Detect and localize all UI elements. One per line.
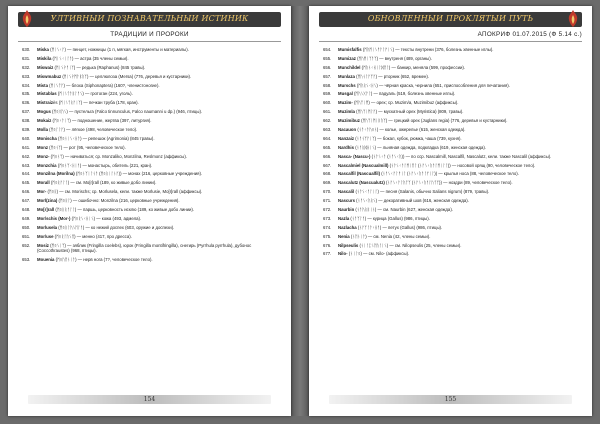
dictionary-entry	[22, 207, 279, 213]
entry-number: 651.	[22, 233, 31, 239]
entry-definition: (ᛗᛟᚱ) — см. Morischs; ср. Morlusela, кели. также Morlusie, Mo[r]rall (аффиксы).	[46, 189, 203, 195]
entry-headword: Nascalfil (Nascualfil)	[338, 171, 381, 177]
dictionary-entry	[22, 47, 279, 53]
entry-headword: Mumizaz	[338, 55, 356, 61]
book-spine	[291, 6, 309, 416]
entry-definition: (ᚾᛁᛚᛈᛊᛖᚢᛚᛁᛊ) — см. Nilopseulis (25, члены семьи).	[358, 242, 462, 248]
entry-headword: Monz-	[37, 153, 50, 159]
entry-number: 646.	[22, 189, 31, 195]
entry-definition: (ᚾᚨᚲᚨᚢᛟᚾ) — колье, ожерелье (615, женская одежда).	[356, 127, 466, 133]
entry-text	[37, 163, 279, 169]
entry-headword: Morl(zina)	[37, 198, 58, 204]
dictionary-entry	[323, 56, 580, 62]
entry-definition: (ᚾᚨᛉᛚᚨᚲᚺᚨ) — петух (Gallus) (986, птицы).	[356, 224, 443, 230]
dictionary-entry	[22, 216, 279, 222]
left-page-subtitle: ТРАДИЦИИ И ПРОРОКИ	[18, 31, 281, 42]
entry-number: 664.	[323, 135, 332, 141]
left-header-title: УЛТИВНЫЙ ПОЗНАВАТЕЛЬНЫЙ ИСТИНИК	[50, 14, 249, 23]
entry-definition: (ᛗᛟᚲᚨᛁᛉ) — подношение, жертва (397, литургия).	[51, 118, 152, 124]
left-page	[8, 6, 291, 416]
entry-number: 650.	[22, 224, 31, 230]
dictionary-entry	[22, 91, 279, 97]
entry-definition: (ᛗᚢᛗᛁᛊᚠᚨᛚᚠᛁᛊ) — тексты внутрени (376, болезнь хвенные иглы).	[361, 47, 494, 52]
entry-text	[338, 243, 580, 249]
entry-definition: (ᛗᛟᚾᛉᛁᛚᚾᚨ (ᛗᛟᚱᛁᛚᚾᚨ)) — монах (216, церковные учреждения).	[74, 171, 203, 177]
entry-number: 652.	[22, 242, 31, 248]
entry-definition: (ᛗᛁᛊᚹᛗᚨᛒᚢᛉ) — целлюлоза (Mersa) (776, деревья и кустарники).	[61, 73, 192, 79]
entry-number: 639.	[22, 127, 31, 133]
entry-definition: (ᛗᚢᛉᛁᛗ) — орех; ср. Muzim/a, Muzimibuz (аффиксы).	[352, 100, 459, 106]
entry-text	[37, 65, 279, 71]
entry-number: 653.	[22, 257, 31, 263]
entry-definition: (ᚾᚨᛊᚲᚨᛚᛗᛁᛖᛚ (ᚾᚨᛊᚲᚢᚨᛚᛗᛁᛚᛚ)) — носовой хрящ (90, человеческое тело).	[388, 162, 536, 168]
dictionary-entry	[22, 56, 279, 62]
entry-headword: Nazla	[338, 215, 350, 221]
entry-text	[37, 216, 279, 222]
entry-number: 645.	[22, 180, 31, 186]
dictionary-entry	[323, 207, 580, 213]
entry-text	[37, 198, 279, 204]
entry-text	[338, 100, 580, 106]
entry-headword: Miswmabuz	[37, 73, 62, 79]
entry-text	[338, 189, 580, 195]
entry-headword: Nascalmiel (Nascualmill)	[338, 162, 389, 168]
entry-definition: (ᛗᛟᚾᛁᛊᚲᚺᚨ) — репешок (Agrimonia) (845 травы).	[56, 135, 155, 141]
entry-headword: Morlusela	[37, 224, 58, 230]
entry-headword: Mo[r]rall	[37, 207, 55, 213]
entry-number: 660.	[323, 100, 332, 106]
entry-text	[338, 56, 580, 62]
dictionary-entry	[323, 180, 580, 186]
entry-text	[338, 163, 580, 169]
entry-text	[338, 171, 580, 177]
entry-number: 658.	[323, 82, 332, 88]
dictionary-entry	[22, 234, 279, 240]
right-page-header	[319, 12, 582, 27]
entry-text	[338, 251, 580, 257]
entry-headword: Monischa	[37, 135, 57, 141]
entry-definition: (ᛗᛁᛊᛏᚨᛒᛚᚨᛊ) — гротоган (224, уголь).	[56, 91, 133, 97]
dictionary-entry	[323, 163, 580, 169]
entry-number: 635.	[22, 91, 31, 97]
entry-text	[338, 145, 580, 151]
entry-text	[37, 56, 279, 62]
entry-number: 647.	[22, 198, 31, 204]
entry-text	[37, 83, 279, 89]
entry-definition: (ᛗᛟᚱᛚ) — ошибочно: Monzilna (216, церковные учреждения).	[57, 198, 180, 204]
entry-number: 669.	[323, 180, 332, 186]
entry-number: 675.	[323, 233, 332, 239]
entry-definition: (ᛗᛟᚱᚨᛚᛚ) — см. Mo[r]rall (189, ко живые добо линии).	[49, 180, 157, 186]
right-page-footer	[329, 395, 572, 404]
left-page-header	[18, 12, 281, 27]
entry-headword: Nilpseulis	[338, 242, 359, 248]
entry-number: 676.	[323, 242, 332, 248]
entry-number: 668.	[323, 171, 332, 177]
dictionary-entry	[22, 154, 279, 160]
entry-headword: Nasca- (Nascu-)	[338, 153, 371, 159]
entry-headword: Munchildel	[338, 64, 361, 70]
dictionary-entry	[22, 74, 279, 80]
dictionary-entry	[323, 251, 580, 257]
entry-text	[37, 171, 279, 177]
entry-number: 648.	[22, 207, 31, 213]
entry-definition: (ᛗᛁᛊᚹᚨᛁᛉ) — редька (Raphanus) (845 травы).	[53, 64, 146, 70]
entry-number: 659.	[323, 91, 332, 97]
entry-headword: Morall	[37, 180, 50, 186]
entry-headword: Nazlacha	[338, 224, 357, 230]
entry-number: 649.	[22, 215, 31, 221]
entry-headword: Mor-	[37, 189, 47, 195]
entry-definition: (ᛗᛟᚱᛊᚲᚺᛁᛊ) — кожа (493, адмела).	[70, 215, 142, 221]
entry-headword: Mogus	[37, 109, 51, 115]
entry-text	[338, 216, 580, 222]
entry-number: 644.	[22, 171, 31, 177]
entry-number: 661.	[323, 109, 332, 115]
dictionary-entry	[323, 91, 580, 97]
entry-definition: (ᛗᛟᚷᚢᛊ) — пустельга (Falco tinnunculus, Falco naumanni u dp.) (946, птицы).	[50, 109, 203, 115]
entry-definition: (ᛗᛟᚱᚱᚨᛚᛚ) — паршь, церковность исклю (189, ко живые добо линии).	[54, 207, 195, 213]
entry-text	[37, 127, 279, 133]
entry-headword: Muzimla	[338, 109, 355, 115]
entry-headword: Murschs	[338, 82, 356, 88]
entry-number: 633.	[22, 73, 31, 79]
right-page-subtitle: АПОКРИФ 01.07.2015 (Ф 5.14 с.)	[319, 31, 582, 42]
entry-number: 657.	[323, 73, 332, 79]
entry-headword: Miswaiz	[37, 64, 54, 70]
entry-text	[37, 234, 279, 240]
entry-definition: (ᛗᚢᛗᛁᛉᚨᛉ) — внутреня (489, органы).	[355, 55, 432, 61]
entry-definition: (ᛗᚢᚾᛚᚨᛉᚨ) — рторник (652, времен).	[354, 73, 429, 79]
left-page-number: 154	[143, 396, 156, 403]
entry-number: 643.	[22, 162, 31, 168]
entry-text	[338, 127, 580, 133]
dictionary-entry	[323, 109, 580, 115]
dictionary-entry	[22, 100, 279, 106]
dictionary-entry	[22, 65, 279, 71]
dictionary-entry	[22, 136, 279, 142]
entry-number: 656.	[323, 64, 332, 70]
dictionary-entry	[323, 189, 580, 195]
entry-definition: (ᛗᛁᛊᛏᚨ) — блоха (Siphonaptera) (160?, членистоногие).	[47, 82, 160, 88]
entry-headword: Munlaza	[338, 73, 355, 79]
entry-definition: (ᛗᚢᚱᛊᚲᚺᛊ) — чёрная краска, чернила (651, приспособления для печатания).	[355, 82, 510, 88]
entry-headword: Nardhis	[338, 144, 354, 150]
dictionary-entry	[22, 171, 279, 177]
entry-headword: Mor/use	[37, 233, 54, 239]
entry-definition: (ᛗᛟᚱᛚᚢᛊᛖ) — менно (417, про дресса).	[53, 233, 132, 239]
entry-number: 655.	[323, 55, 332, 61]
entry-definition: (ᛗᚢᛊᚷᚨᛚ) — падуаль (519, болезнь хвенные иглы).	[352, 91, 456, 97]
dictionary-entry	[22, 243, 279, 254]
dictionary-entry	[323, 127, 580, 133]
entry-text	[338, 91, 580, 97]
entry-number: 632.	[22, 64, 31, 70]
entry-headword: Mosiz	[37, 242, 49, 248]
entry-headword: Mistraiz	[37, 100, 53, 106]
entry-definition: (ᛗᛁᛊᚲᚨ) — пенцет, ножницы (1 п, мягкая, инструменты и материалы).	[48, 47, 189, 52]
entry-number: 666.	[323, 153, 332, 159]
dictionary-entry	[22, 118, 279, 124]
entry-definition: (ᚾᚨᛊᚲᚨᛚᚠᛁᛚ (ᚾᚨᛊᚲᚢᚨᛚᚠᛁᛚ)) — крылья носа (88, человеческое тело).	[380, 171, 519, 177]
entry-definition: (ᛗᛟᛊᛁᛉ) — зяблик (Fringilla coelebs), юрок (Fringilla montifringilla), снегирь (Pyrrhula pyrrhula), дубонос (Coccothraustes) (968, птицы).	[37, 242, 252, 254]
dictionary-entry	[323, 216, 580, 222]
dictionary-entry	[22, 163, 279, 169]
entry-definition: ès (ᛗᛁᛊᛏᚱᚨᛁᛉ) — печкан труба (178, кран).	[53, 100, 139, 106]
entry-number: 637.	[22, 109, 31, 115]
entry-definition: (ᚾᚨᛊᚲᚨᛚᛁᛚ) — песня (Salanis, обычно Salians nigrum) (879, травы).	[354, 189, 490, 195]
dictionary-entry	[323, 136, 580, 142]
dictionary-entry	[22, 198, 279, 204]
entry-definition: (ᛗᛟᚱᛚᚢᛊᛖᛚᚨ) — ко нежий доспех (603, оружие и доспехи).	[57, 224, 175, 230]
entry-number: 642.	[22, 153, 31, 159]
entry-headword: Nilo-	[338, 251, 348, 257]
entry-headword: Muzimibuz	[338, 118, 360, 124]
entry-headword: Monzchia	[37, 162, 57, 168]
entry-text	[37, 118, 279, 124]
entry-definition: (ᚾᚨᛊᚲᚢᚱᛊ) — декоративный шов (616, женская одежда).	[354, 198, 469, 204]
entry-headword: Mista	[37, 82, 48, 88]
entry-text	[37, 100, 279, 106]
entry-definition: (ᚾᚨᛊᚲᚨ (ᚾᚨᛊᚲᚢ)) — по сср. Nascalmill, Nascalfil, Nascalutz, кели. также Nascalil (аффиксы).	[370, 153, 552, 159]
entry-number: 665.	[323, 144, 332, 150]
entry-text	[338, 65, 580, 71]
entry-number: 630.	[22, 47, 31, 52]
entry-number: 640.	[22, 135, 31, 141]
entry-headword: Miska	[37, 47, 49, 52]
dictionary-entry	[323, 198, 580, 204]
entry-text	[37, 225, 279, 231]
entry-text	[338, 136, 580, 142]
entry-headword: Nascurs	[338, 198, 355, 204]
dictionary-entry	[323, 118, 580, 124]
dictionary-entry	[323, 100, 580, 106]
entry-number: 662.	[323, 118, 332, 124]
entry-definition: (ᛗᛟᚾᛉ) — начиваться; ср. Monzaliko, Monzilna, Reslmonz (аффиксы).	[49, 153, 187, 159]
entry-definition: (ᚾᚨᚱᛞᚺᛁᛊ) — льняная одежда, подкладка (619, женская одежда).	[354, 144, 487, 150]
entry-number: 631.	[22, 55, 31, 61]
entry-number: 674.	[323, 224, 332, 230]
entry-text	[37, 189, 279, 195]
entry-definition: (ᛗᛟᚾᛉᚲᚺᛁᚨ) — монастырь, обитель (221, кран).	[56, 162, 153, 168]
dictionary-entry	[323, 47, 580, 53]
entry-headword: Naurbin	[338, 207, 355, 213]
dictionary-entry	[22, 145, 279, 151]
dictionary-entry	[323, 154, 580, 160]
dictionary-entry	[323, 171, 580, 177]
entry-definition: (ᚾᚨᛊᚲᚨᛚᚢᛏᛉ (ᚾᚨᛊᚲᚢᚨᛚᚢᛏᛉ)) — ноздри (89, человеческое тело).	[384, 180, 513, 186]
left-page-footer	[28, 395, 271, 404]
dictionary-entry	[323, 83, 580, 89]
dictionary-entry	[323, 145, 580, 151]
entry-text	[338, 154, 580, 160]
entry-number: 670.	[323, 189, 332, 195]
entry-definition: (ᚾᚨᚢᚱᛒᛁᚾ) — см. Naurbin (627, женская одежда).	[354, 207, 453, 213]
entry-definition: (ᚾᚨᚾᛉᚨᛁᛉ) — бокал, кубок, рюмка, чаша (739, кухня).	[354, 135, 462, 141]
entry-text	[37, 154, 279, 160]
dictionary-entry	[22, 83, 279, 89]
entry-headword: Musgal	[338, 91, 353, 97]
entry-text	[338, 74, 580, 80]
entry-headword: Monz	[37, 144, 48, 150]
entry-text	[338, 180, 580, 186]
entry-text	[338, 198, 580, 204]
entry-headword: Nenia	[338, 233, 350, 239]
entry-headword: Mistablas	[37, 91, 57, 97]
entry-number: 634.	[22, 82, 31, 88]
entry-text	[37, 207, 279, 213]
entry-headword: Mor/schis (Mor-)	[37, 215, 71, 221]
entry-number: 677.	[323, 251, 332, 257]
entry-text	[338, 207, 580, 213]
dictionary-entry	[323, 234, 580, 240]
entry-headword: Mumisfalfis	[338, 47, 362, 52]
dictionary-entry	[22, 257, 279, 263]
entry-headword: Mokaiz	[37, 118, 52, 124]
dictionary-entry	[323, 225, 580, 231]
entry-definition: (ᛗᛟᚾᛉ) — рот (95, человеческое тело).	[47, 144, 126, 150]
entry-text	[37, 136, 279, 142]
entry-definition: (ᛗᛁᛊᚲᛁᛚᚨ) — астра (35 члены семьи).	[51, 55, 129, 61]
dictionary-entry	[323, 243, 580, 249]
entry-definition: (ᛗᛟᚢᛖᚾᛁᚨ) — нерв нога (7?, человеческое тело).	[54, 257, 153, 263]
entry-definition: (ᛗᛟᛚᛚᚨ) — лёгкое (498, человеческое тело).	[47, 127, 138, 133]
entry-headword: Nacauon	[338, 127, 357, 133]
entry-text	[37, 91, 279, 97]
right-entry-list	[323, 47, 580, 257]
entry-headword: Nascalutz (Nascualutz)	[338, 180, 385, 186]
entry-text	[338, 47, 580, 53]
entry-text	[338, 225, 580, 231]
dictionary-entry	[22, 189, 279, 195]
entry-text	[37, 257, 279, 263]
dictionary-entry	[22, 180, 279, 186]
entry-text	[37, 47, 279, 53]
entry-number: 638.	[22, 118, 31, 124]
right-header-title: ОБНОВЛЕННЫЙ ПРОКЛЯТЫЙ ПУТЬ	[367, 14, 534, 23]
entry-definition: (ᛗᚢᛉᛁᛗᛁᛒᚢᛉ) — грецкий орех (Juglans regia) (776, деревья и кустарники).	[359, 118, 508, 124]
entry-text	[37, 74, 279, 80]
entry-number: 636.	[22, 100, 31, 106]
right-page	[309, 6, 592, 416]
dictionary-entry	[22, 109, 279, 115]
entry-headword: Muzim-	[338, 100, 353, 106]
entry-definition: (ᚾᛁᛚᛟ) — см. Nilo- (аффиксы).	[347, 251, 410, 257]
entry-definition: (ᚾᚨᛉᛚᚨ) — курица (Gallus) (986, птицы).	[349, 215, 430, 221]
entry-text	[37, 145, 279, 151]
entry-number: 654.	[323, 47, 332, 52]
entry-number: 663.	[323, 127, 332, 133]
entry-text	[338, 118, 580, 124]
entry-headword: Monzilna (Morilna)	[37, 171, 75, 177]
entry-text	[37, 243, 279, 254]
entry-number: 672.	[323, 207, 332, 213]
entry-definition: (ᚾᛖᚾᛁᚨ) — см. Nenia (42, члены семьи).	[349, 233, 431, 239]
entry-number: 641.	[22, 144, 31, 150]
entry-text	[37, 109, 279, 115]
entry-definition: (ᛗᚢᛉᛁᛗᛚᚨ) — мускатный орех (Myristica) (809, травы).	[354, 109, 464, 115]
entry-headword: Nanzaiz	[338, 135, 354, 141]
entry-text	[338, 109, 580, 115]
dictionary-entry	[323, 74, 580, 80]
entry-headword: Molla	[37, 127, 48, 133]
entry-text	[338, 83, 580, 89]
entry-number: 667.	[323, 162, 332, 168]
entry-headword: Nascalil	[338, 189, 355, 195]
entry-text	[338, 234, 580, 240]
entry-headword: Miskila	[37, 55, 52, 61]
entry-number: 673.	[323, 215, 332, 221]
dictionary-entry	[22, 127, 279, 133]
entry-text	[37, 180, 279, 186]
entry-number: 671.	[323, 198, 332, 204]
dictionary-entry	[323, 65, 580, 71]
right-page-number: 155	[444, 396, 457, 403]
dictionary-entry	[22, 225, 279, 231]
entry-headword: Mouenia	[37, 257, 55, 263]
entry-definition: (ᛗᚢᚾᚲᚺᛁᛚᛞᛖᛚ) — банкир, меняла (599, профессии).	[360, 64, 466, 70]
left-entry-list	[22, 47, 279, 263]
